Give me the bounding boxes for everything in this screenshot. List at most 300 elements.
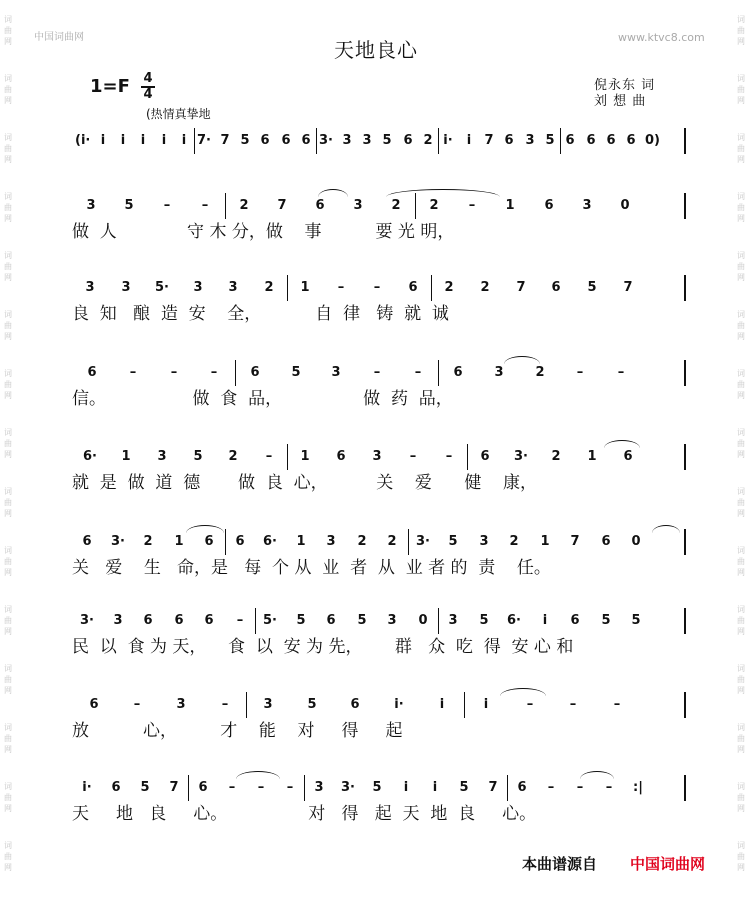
jianpu-note: 2 [423, 133, 433, 148]
watermark-glyph: 曲 [737, 675, 745, 684]
watermark-glyph: 词 [737, 841, 745, 850]
jianpu-note: 5 [601, 613, 611, 628]
watermark-glyph: 曲 [4, 321, 12, 330]
watermark-glyph: 词 [737, 487, 745, 496]
watermark-glyph: 词 [737, 546, 745, 555]
watermark-glyph: 曲 [737, 439, 745, 448]
lyric-text: 就 是 做 道 德 做 良 心， 关 爱 健 康， [72, 473, 537, 493]
notation-line [72, 608, 682, 636]
jianpu-note: 2 [444, 280, 454, 295]
jianpu-note: 2 [264, 280, 274, 295]
bar-line [316, 128, 317, 154]
jianpu-note: 6 [250, 365, 260, 380]
watermark-glyph: 网 [4, 273, 12, 282]
jianpu-note: i [483, 697, 489, 712]
bar-line [438, 360, 439, 386]
lyric-line [72, 557, 682, 581]
jianpu-note: 3· [514, 449, 528, 464]
jianpu-note: 6 [480, 449, 490, 464]
bar-line-end [684, 608, 686, 634]
lyric-line [72, 636, 682, 660]
bar-line [438, 128, 439, 154]
watermark-glyph: 词 [4, 487, 12, 496]
dash-extension: – [257, 780, 265, 795]
tempo-marking: (热情真挚地 [146, 107, 211, 121]
jianpu-note: 3 [387, 613, 397, 628]
jianpu-note: 6 [143, 613, 153, 628]
watermark-glyph: 曲 [4, 144, 12, 153]
jianpu-note: 2 [551, 449, 561, 464]
jianpu-note: 0 [631, 534, 641, 549]
jianpu-note: 6 [260, 133, 270, 148]
jianpu-note: 6 [89, 697, 99, 712]
watermark-glyph: 网 [4, 391, 12, 400]
jianpu-note: 7 [484, 133, 494, 148]
jianpu-note: 5 [479, 613, 489, 628]
jianpu-note: i [466, 133, 472, 148]
jianpu-note: 7 [516, 280, 526, 295]
lyric-line [72, 803, 682, 827]
jianpu-note: 6 [174, 613, 184, 628]
jianpu-note: 6 [626, 133, 636, 148]
jianpu-note: 5 [448, 534, 458, 549]
jianpu-note: 0 [418, 613, 428, 628]
slur-arc [318, 189, 348, 197]
lyric-text: 良 知 酿 造 安 全， 自 律 铸 就 诚 [72, 304, 449, 324]
jianpu-note: 7 [277, 198, 287, 213]
dash-extension: – [526, 697, 534, 712]
jianpu-note: 6 [586, 133, 596, 148]
dash-extension: – [286, 780, 294, 795]
notation-line [72, 529, 682, 557]
dash-extension: – [129, 365, 137, 380]
lyric-line [72, 303, 682, 327]
jianpu-note: 2 [480, 280, 490, 295]
footer-label: 本曲谱源自 [522, 855, 598, 873]
watermark-glyph: 曲 [4, 85, 12, 94]
lyricist-credit: 倪永东 词 [594, 78, 656, 93]
watermark-glyph: 曲 [4, 793, 12, 802]
dash-extension: – [337, 280, 345, 295]
jianpu-note: 6· [507, 613, 521, 628]
lyric-text: 放 心， 才 能 对 得 起 [72, 721, 403, 741]
watermark-glyph: 网 [4, 155, 12, 164]
song-title: 天地良心 [334, 38, 418, 62]
watermark-glyph: 曲 [737, 793, 745, 802]
jianpu-note: 6· [263, 534, 277, 549]
jianpu-note: 3 [263, 697, 273, 712]
watermark-glyph: 曲 [4, 262, 12, 271]
jianpu-note: i· [443, 133, 453, 148]
key-signature: 1=F [90, 76, 130, 97]
dash-extension: – [445, 449, 453, 464]
composer-credit: 刘 想 曲 [594, 94, 647, 109]
jianpu-note: 6 [606, 133, 616, 148]
jianpu-note: 6 [111, 780, 121, 795]
watermark-glyph: 网 [737, 450, 745, 459]
dash-extension: – [468, 198, 476, 213]
watermark-glyph: 词 [4, 664, 12, 673]
jianpu-note: 5 [291, 365, 301, 380]
watermark-glyph: 词 [737, 310, 745, 319]
dash-extension: – [613, 697, 621, 712]
jianpu-note: :| [633, 780, 643, 795]
watermark-glyph: 词 [737, 15, 745, 24]
jianpu-note: 3 [331, 365, 341, 380]
jianpu-note: 3 [479, 534, 489, 549]
dash-extension: – [617, 365, 625, 380]
jianpu-note: 1 [121, 449, 131, 464]
jianpu-note: 3 [157, 449, 167, 464]
jianpu-note: 5 [193, 449, 203, 464]
watermark-glyph: 网 [737, 745, 745, 754]
bar-line [464, 692, 465, 718]
jianpu-note: 3 [353, 198, 363, 213]
jianpu-note: 6 [504, 133, 514, 148]
dash-extension: – [221, 697, 229, 712]
jianpu-note: 2 [429, 198, 439, 213]
jianpu-note: i [161, 133, 167, 148]
watermark-glyph: 网 [4, 745, 12, 754]
notation-line [72, 444, 682, 472]
slur-arc [386, 189, 500, 197]
jianpu-note: 5 [296, 613, 306, 628]
jianpu-note: 3 [494, 365, 504, 380]
jianpu-note: 5· [263, 613, 277, 628]
slur-arc [652, 525, 680, 533]
jianpu-note: 3 [85, 280, 95, 295]
watermark-glyph: 词 [4, 369, 12, 378]
dash-extension: – [569, 697, 577, 712]
slur-arc [604, 440, 640, 448]
jianpu-note: 3· [111, 534, 125, 549]
jianpu-note: 5 [240, 133, 250, 148]
jianpu-note: 3 [86, 198, 96, 213]
lyric-text: 关 爱 生 命，是 每 个 从 业 者 从 业 者 的 责 任。 [72, 558, 551, 578]
bar-line-end [684, 692, 686, 718]
jianpu-note: 7 [220, 133, 230, 148]
jianpu-note: 3 [372, 449, 382, 464]
bar-line [304, 775, 305, 801]
jianpu-note: 6 [453, 365, 463, 380]
watermark-glyph: 网 [4, 863, 12, 872]
watermark-glyph: 网 [737, 96, 745, 105]
jianpu-note: 6 [623, 449, 633, 464]
jianpu-note: 3 [362, 133, 372, 148]
jianpu-note: 3· [416, 534, 430, 549]
watermark-left: 中国词曲网 [34, 32, 84, 43]
jianpu-note: i [181, 133, 187, 148]
jianpu-note: 7 [488, 780, 498, 795]
jianpu-note: 3 [326, 534, 336, 549]
jianpu-note: 1 [540, 534, 550, 549]
dash-extension: – [605, 780, 613, 795]
watermark-glyph: 词 [737, 428, 745, 437]
dash-extension: – [228, 780, 236, 795]
jianpu-note: 2 [509, 534, 519, 549]
jianpu-note: 3 [176, 697, 186, 712]
bar-line [287, 444, 288, 470]
time-signature [141, 72, 155, 101]
jianpu-note: 5 [124, 198, 134, 213]
watermark-glyph: 曲 [737, 321, 745, 330]
bar-line [188, 775, 189, 801]
notation-line [72, 360, 682, 388]
jianpu-note: 6 [350, 697, 360, 712]
watermark-glyph: 网 [737, 568, 745, 577]
jianpu-note: 6 [336, 449, 346, 464]
score-row [72, 360, 682, 412]
watermark-column-right [737, 14, 747, 899]
bar-line-end [684, 275, 686, 301]
time-signature-top: 4 [141, 72, 155, 88]
watermark-glyph: 网 [4, 568, 12, 577]
bar-line [560, 128, 561, 154]
watermark-right: www.ktvc8.com [618, 31, 705, 44]
lyric-line [72, 388, 682, 412]
watermark-glyph: 词 [737, 664, 745, 673]
jianpu-note: 6 [544, 198, 554, 213]
score-row [72, 692, 682, 744]
notation-line [72, 775, 682, 803]
lyric-text: 民 以 食 为 天， 食 以 安 为 先， 群 众 吃 得 安 心 和 [72, 637, 574, 657]
watermark-glyph: 网 [4, 509, 12, 518]
watermark-glyph: 网 [737, 155, 745, 164]
watermark-glyph: 曲 [4, 852, 12, 861]
watermark-glyph: 词 [4, 192, 12, 201]
jianpu-note: 1 [296, 534, 306, 549]
watermark-glyph: 曲 [4, 26, 12, 35]
watermark-glyph: 网 [4, 450, 12, 459]
watermark-glyph: 词 [737, 723, 745, 732]
slur-arc [500, 688, 546, 696]
jianpu-note: 7 [169, 780, 179, 795]
jianpu-note: 2 [239, 198, 249, 213]
bar-line [408, 529, 409, 555]
dash-extension: – [201, 198, 209, 213]
watermark-glyph: 网 [4, 804, 12, 813]
notation-line [72, 275, 682, 303]
bar-line-end [684, 193, 686, 219]
watermark-glyph: 曲 [4, 557, 12, 566]
slur-arc [504, 356, 540, 364]
jianpu-note: 6· [83, 449, 97, 464]
watermark-glyph: 曲 [737, 852, 745, 861]
watermark-glyph: 曲 [737, 734, 745, 743]
watermark-glyph: 曲 [737, 262, 745, 271]
watermark-glyph: 词 [737, 369, 745, 378]
watermark-glyph: 网 [737, 332, 745, 341]
jianpu-note: 5 [307, 697, 317, 712]
score-row [72, 128, 682, 180]
watermark-glyph: 词 [737, 133, 745, 142]
watermark-glyph: 曲 [4, 203, 12, 212]
slur-arc [580, 771, 614, 779]
jianpu-note: 3· [80, 613, 94, 628]
jianpu-note: i [542, 613, 548, 628]
watermark-glyph: 网 [737, 509, 745, 518]
watermark-glyph: 曲 [737, 144, 745, 153]
jianpu-note: 6 [301, 133, 311, 148]
jianpu-note: 6 [281, 133, 291, 148]
watermark-glyph: 曲 [4, 439, 12, 448]
jianpu-note: i [120, 133, 126, 148]
jianpu-note: 3 [113, 613, 123, 628]
lyric-line [72, 221, 682, 245]
jianpu-note: 7· [197, 133, 211, 148]
lyric-text: 信。 做 食 品， 做 药 品， [72, 389, 453, 409]
score-row [72, 529, 682, 581]
bar-line [235, 360, 236, 386]
jianpu-note: 3 [193, 280, 203, 295]
jianpu-note: 2 [387, 534, 397, 549]
watermark-glyph: 曲 [737, 557, 745, 566]
watermark-glyph: 曲 [737, 26, 745, 35]
time-signature-bottom: 4 [143, 87, 153, 102]
jianpu-note: 2 [228, 449, 238, 464]
jianpu-note: i· [82, 780, 92, 795]
watermark-glyph: 曲 [737, 498, 745, 507]
watermark-glyph: 网 [737, 627, 745, 636]
watermark-glyph: 词 [4, 251, 12, 260]
dash-extension: – [236, 613, 244, 628]
notation-line [72, 692, 682, 720]
watermark-glyph: 网 [4, 214, 12, 223]
jianpu-note: i· [394, 697, 404, 712]
watermark-glyph: 曲 [737, 380, 745, 389]
watermark-glyph: 词 [4, 133, 12, 142]
watermark-glyph: 曲 [737, 85, 745, 94]
jianpu-note: 3· [341, 780, 355, 795]
jianpu-note: 6 [315, 198, 325, 213]
watermark-glyph: 词 [4, 723, 12, 732]
watermark-glyph: 曲 [4, 734, 12, 743]
jianpu-note: 7 [570, 534, 580, 549]
jianpu-note: 5 [587, 280, 597, 295]
watermark-glyph: 词 [737, 605, 745, 614]
jianpu-note: 3 [314, 780, 324, 795]
bar-line [194, 128, 195, 154]
watermark-glyph: 曲 [737, 203, 745, 212]
jianpu-note: 5 [372, 780, 382, 795]
jianpu-note: 0) [645, 133, 660, 148]
jianpu-note: 6 [235, 534, 245, 549]
dash-extension: – [576, 780, 584, 795]
watermark-glyph: 网 [4, 37, 12, 46]
jianpu-note: 6 [570, 613, 580, 628]
jianpu-note: 2 [535, 365, 545, 380]
watermark-glyph: 网 [737, 863, 745, 872]
notation-line [72, 193, 682, 221]
jianpu-note: i [100, 133, 106, 148]
score-row [72, 444, 682, 496]
jianpu-note: 3 [582, 198, 592, 213]
watermark-glyph: 曲 [4, 380, 12, 389]
bar-line-end [684, 775, 686, 801]
jianpu-note: 6 [601, 534, 611, 549]
watermark-glyph: 曲 [4, 616, 12, 625]
watermark-glyph: 曲 [737, 616, 745, 625]
bar-line [431, 275, 432, 301]
jianpu-note: 3 [525, 133, 535, 148]
jianpu-note: i [403, 780, 409, 795]
jianpu-note: 6 [517, 780, 527, 795]
jianpu-note: 5 [459, 780, 469, 795]
bar-line [467, 444, 468, 470]
watermark-glyph: 网 [737, 214, 745, 223]
jianpu-note: 5 [545, 133, 555, 148]
jianpu-note: 3 [342, 133, 352, 148]
jianpu-note: 6 [408, 280, 418, 295]
dash-extension: – [133, 697, 141, 712]
watermark-glyph: 词 [737, 782, 745, 791]
jianpu-note: 6 [82, 534, 92, 549]
slur-arc [186, 525, 224, 533]
bar-line [507, 775, 508, 801]
watermark-glyph: 网 [4, 686, 12, 695]
watermark-glyph: 曲 [4, 498, 12, 507]
watermark-glyph: 词 [4, 428, 12, 437]
lyric-line [72, 720, 682, 744]
jianpu-note: 6 [565, 133, 575, 148]
jianpu-note: 5 [382, 133, 392, 148]
bar-line [287, 275, 288, 301]
jianpu-note: 1 [300, 449, 310, 464]
watermark-glyph: 词 [4, 841, 12, 850]
dash-extension: – [414, 365, 422, 380]
watermark-glyph: 词 [737, 251, 745, 260]
bar-line [255, 608, 256, 634]
slur-arc [236, 771, 280, 779]
jianpu-note: 6 [204, 534, 214, 549]
lyric-line [72, 156, 682, 180]
watermark-glyph: 网 [4, 332, 12, 341]
bar-line [225, 529, 226, 555]
watermark-glyph: 网 [4, 627, 12, 636]
watermark-glyph: 网 [4, 96, 12, 105]
jianpu-note: 5 [357, 613, 367, 628]
dash-extension: – [170, 365, 178, 380]
jianpu-note: i [432, 780, 438, 795]
score-row [72, 193, 682, 245]
jianpu-note: 6 [204, 613, 214, 628]
lyric-text: 做 人 守 木 分，做 事 要 光 明， [72, 222, 455, 242]
bar-line-end [684, 360, 686, 386]
score-row [72, 775, 682, 827]
jianpu-note: 3 [228, 280, 238, 295]
bar-line-end [684, 128, 686, 154]
bar-line-end [684, 444, 686, 470]
dash-extension: – [210, 365, 218, 380]
watermark-column-left [4, 14, 14, 899]
watermark-glyph: 词 [4, 782, 12, 791]
jianpu-note: 6 [403, 133, 413, 148]
watermark-glyph: 曲 [4, 675, 12, 684]
watermark-glyph: 词 [4, 605, 12, 614]
watermark-glyph: 网 [737, 37, 745, 46]
notation-line [72, 128, 682, 156]
jianpu-note: 1 [300, 280, 310, 295]
bar-line-end [684, 529, 686, 555]
bar-line [438, 608, 439, 634]
jianpu-note: i [140, 133, 146, 148]
watermark-glyph: 网 [737, 273, 745, 282]
watermark-glyph: 词 [4, 310, 12, 319]
dash-extension: – [547, 780, 555, 795]
jianpu-note: 2 [143, 534, 153, 549]
dash-extension: – [373, 280, 381, 295]
jianpu-note: 1 [505, 198, 515, 213]
